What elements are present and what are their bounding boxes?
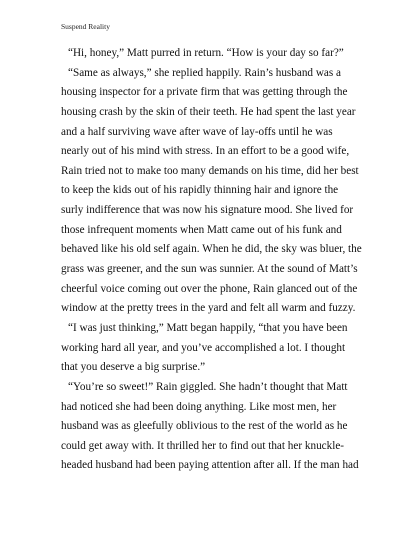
text-line: headed husband had been paying attention after all. If the man had (61, 459, 359, 472)
text-line: “I was just thinking,” Matt began happily, “that you have been (68, 321, 348, 334)
running-header: Suspend Reality (61, 22, 110, 31)
text-line: surly indifference that was now his signature mood. She lived for (61, 204, 354, 217)
body-text (61, 44, 364, 476)
text-line: working hard all year, and you’ve accomplished a lot. I thought (61, 341, 346, 354)
text-line: window at the pretty trees in the yard and felt all warm and fuzzy. (61, 302, 356, 315)
text-line: and a half surviving wave after wave of lay-offs until he was (61, 125, 333, 138)
text-line: behaved like his old self again. When he did, the sky was bluer, the (61, 243, 362, 256)
paragraph-so-sweet (61, 378, 364, 476)
text-line: housing crash by the skin of their teeth. He had spent the last year (61, 105, 356, 118)
text-line: “Hi, honey,” Matt purred in return. “How is your day so far?” (68, 47, 344, 59)
text-line: cheerful voice coming out over the phone, Rain glanced out of the (61, 282, 358, 295)
text-line: to keep the kids out of his rapidly thinning hair and ignore the (61, 184, 339, 197)
text-line: “You’re so sweet!” Rain giggled. She hadn’t thought that Matt (68, 380, 348, 393)
text-line: had noticed she had been doing anything. Like most men, her (61, 400, 337, 413)
text-line: grass was greener, and the sun was sunnier. At the sound of Matt’s (61, 263, 358, 276)
text-line: “Same as always,” she replied happily. Rain’s husband was a (68, 66, 341, 79)
text-line: Rain tried not to make too many demands on his time, did her best (61, 164, 359, 177)
text-line: housing inspector for a private firm that was getting through the (61, 86, 348, 99)
paragraph-greeting (61, 44, 364, 64)
text-line: that you deserve a big surprise.” (61, 361, 206, 374)
text-line: could get away with. It thrilled her to find out that her knuckle- (61, 439, 345, 452)
text-line: nearly out of his mind with stress. In an effort to be a good wife, (61, 145, 350, 158)
paragraph-just-thinking (61, 319, 364, 378)
paragraph-same-as-always (61, 64, 364, 319)
text-line: husband was as gleefully oblivious to the rest of the world as he (61, 420, 348, 433)
text-line: those infrequent moments when Matt came out of his funk and (61, 223, 342, 236)
